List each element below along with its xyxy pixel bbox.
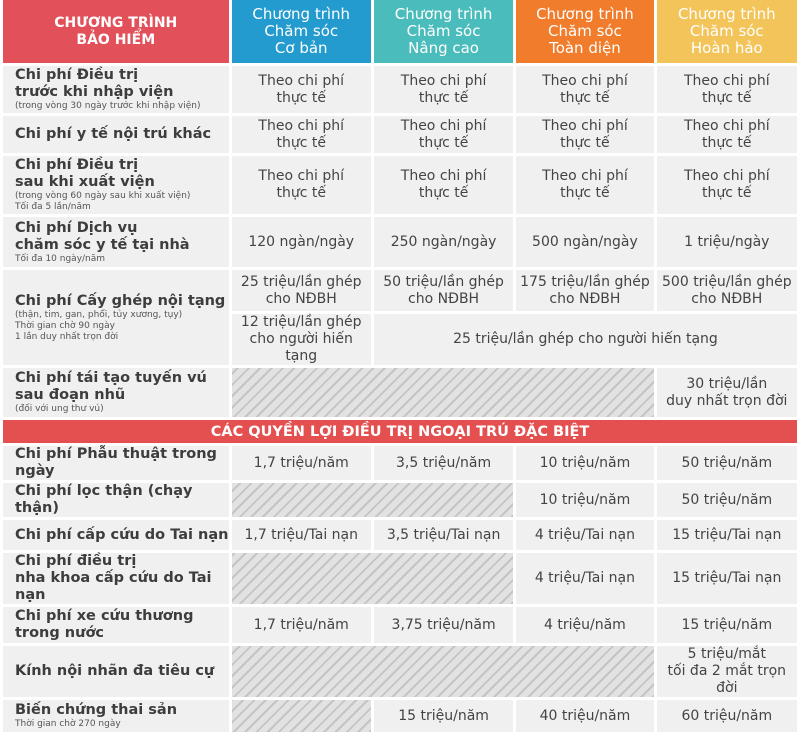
benefit-label: sau đoạn nhũ: [15, 387, 126, 403]
benefit-label-cell: [3, 553, 229, 604]
plan-header-line: Nâng cao: [408, 39, 479, 57]
value-line: cho NĐBH: [549, 290, 621, 307]
benefit-label: Chi phí cấp cứu do Tai nạn: [15, 526, 229, 543]
benefit-row: [3, 520, 797, 550]
value-line: 30 triệu/lần: [686, 375, 768, 392]
value-line: Theo chi phí: [400, 168, 487, 184]
value-line: Theo chi phí: [400, 72, 487, 89]
value-line: Theo chi phí: [542, 117, 628, 134]
value-cell: 15 triệu/Tai nạn: [657, 553, 797, 604]
value-cell: 1 triệu/ngày: [657, 217, 797, 267]
value-cell: [374, 156, 513, 214]
benefit-label-cell: [3, 368, 229, 417]
value-line: 500 triệu/lần ghép: [662, 273, 792, 290]
value-line: thực tế: [702, 185, 752, 201]
value-line: 12 triệu/lần ghép: [240, 314, 362, 330]
value-line: thực tế: [560, 185, 610, 201]
value-line: thực tế: [702, 134, 752, 151]
value-cell: 4 triệu/Tai nạn: [516, 553, 653, 604]
benefit-row: [3, 700, 797, 732]
benefit-note: 1 lần duy nhất trọn đời: [15, 331, 119, 342]
plan-header-advanced: [374, 0, 513, 63]
value-cell: [374, 66, 513, 113]
value-line: Theo chi phí: [258, 168, 345, 184]
value-cell: [516, 116, 653, 153]
value-cell: [516, 156, 653, 214]
value-cell: 40 triệu/năm: [516, 700, 653, 732]
value-cell: [374, 270, 513, 311]
plan-header-line: Chăm sóc: [689, 22, 764, 40]
value-line: 175 triệu/lần ghép: [520, 273, 650, 290]
benefit-label-cell: [3, 483, 229, 517]
plan-header-perfect: [657, 0, 797, 63]
value-line: 25 triệu/lần ghép: [240, 273, 362, 290]
benefit-row: [3, 446, 797, 480]
section-row: [3, 420, 797, 443]
benefit-note: (trong vòng 60 ngày sau khi xuất viện): [15, 191, 191, 201]
benefit-note: Tối đa 10 ngày/năm: [15, 253, 106, 264]
benefit-label: Chi phí Phẫu thuật trong ngày: [15, 446, 217, 479]
not-covered-cell: [232, 368, 654, 417]
benefit-row: [3, 270, 797, 311]
plan-header-line: Chương trình: [677, 5, 776, 23]
value-line: 50 triệu/lần ghép: [383, 273, 504, 290]
value-line: duy nhất trọn đời: [666, 392, 788, 409]
value-cell: 1,7 triệu/năm: [232, 446, 371, 480]
value-cell: [516, 66, 653, 113]
plan-header-line: Chăm sóc: [264, 22, 339, 40]
benefit-note: Tối đa 5 lần/năm: [15, 202, 91, 212]
value-line: cho NĐBH: [265, 290, 337, 307]
benefit-row: [3, 66, 797, 113]
value-cell: 10 triệu/năm: [516, 446, 653, 480]
benefit-label-cell: [3, 520, 229, 550]
value-line: Theo chi phí: [683, 168, 770, 184]
benefit-label: trong nước: [15, 625, 104, 641]
benefit-label: Chi phí điều trị: [15, 553, 137, 569]
benefit-label: Chi phí lọc thận (chạy thận): [15, 483, 193, 516]
benefit-label: Chi phí Điều trị: [15, 67, 139, 83]
value-cell: [657, 116, 797, 153]
value-cell: [232, 314, 371, 365]
not-covered-cell: [232, 646, 654, 697]
value-cell: 60 triệu/năm: [657, 700, 797, 732]
benefit-label: Chi phí Dịch vụ: [15, 219, 138, 236]
benefit-label: Chi phí xe cứu thương: [15, 608, 194, 624]
plan-header-comprehensive: [516, 0, 653, 63]
value-cell: [657, 646, 797, 697]
value-line: thực tế: [418, 185, 469, 201]
benefit-label: nha khoa cấp cứu do Tai nạn: [15, 570, 212, 603]
value-line: thực tế: [276, 185, 326, 201]
benefit-label: Chi phí Điều trị: [15, 157, 139, 173]
value-line: tối đa 2 mắt trọn đời: [667, 663, 787, 696]
value-line: Theo chi phí: [258, 117, 345, 134]
benefit-label-cell: [3, 270, 229, 365]
value-line: thực tế: [702, 89, 752, 106]
plan-header-line: Toàn diện: [549, 39, 621, 57]
benefit-row: [3, 553, 797, 604]
not-covered-cell: [232, 483, 514, 517]
value-line: cho người hiến tạng: [249, 331, 353, 364]
benefit-row: [3, 217, 797, 267]
benefit-label-cell: [3, 607, 229, 643]
benefit-label: Chi phí tái tạo tuyến vú: [15, 370, 207, 386]
value-cell: 10 triệu/năm: [516, 483, 653, 517]
value-cell: 50 triệu/năm: [657, 446, 797, 480]
value-cell: [657, 66, 797, 113]
value-cell: [516, 270, 653, 311]
header-corner: [3, 0, 229, 63]
value-line: Theo chi phí: [683, 117, 770, 134]
value-cell: [232, 116, 371, 153]
benefit-label-cell: [3, 700, 229, 732]
benefit-row: [3, 646, 797, 697]
value-line: Theo chi phí: [258, 72, 345, 89]
benefit-label-cell: [3, 446, 229, 480]
plan-header-line: Chăm sóc: [406, 22, 481, 40]
value-cell: 3,5 triệu/năm: [374, 446, 513, 480]
benefit-row: [3, 116, 797, 153]
benefit-row: [3, 483, 797, 517]
value-cell: 3,5 triệu/Tai nạn: [374, 520, 513, 550]
value-cell: [232, 66, 371, 113]
not-covered-cell: [232, 553, 514, 604]
value-line: thực tế: [276, 89, 326, 106]
value-line: thực tế: [418, 134, 469, 151]
value-cell: [657, 270, 797, 311]
benefit-row: [3, 607, 797, 643]
benefit-label-cell: [3, 646, 229, 697]
value-cell: [232, 270, 371, 311]
benefit-label: Chi phí y tế nội trú khác: [15, 126, 212, 142]
benefit-note: Thời gian chờ 270 ngày: [15, 719, 121, 729]
plan-header-line: Chương trình: [536, 5, 634, 23]
value-cell: 50 triệu/năm: [657, 483, 797, 517]
plan-header-line: Cơ bản: [274, 39, 328, 57]
benefit-label: sau khi xuất viện: [15, 174, 155, 190]
value-line: Theo chi phí: [542, 168, 628, 184]
value-line: thực tế: [418, 89, 469, 106]
benefit-label: Kính nội nhãn đa tiêu cự: [15, 663, 215, 679]
section-title: CÁC QUYỀN LỢI ĐIỀU TRỊ NGOẠI TRÚ ĐẶC BIỆT: [3, 420, 797, 443]
benefit-note: (đối với ung thư vú): [15, 404, 104, 414]
benefit-row: [3, 368, 797, 417]
benefit-label: Biến chứng thai sản: [15, 702, 178, 718]
benefit-label-cell: [3, 156, 229, 214]
value-cell: [657, 156, 797, 214]
plan-header-basic: [232, 0, 371, 63]
plan-header-line: Chăm sóc: [548, 22, 622, 40]
value-line: thực tế: [276, 134, 326, 151]
value-cell: [232, 156, 371, 214]
value-cell: 1,7 triệu/Tai nạn: [232, 520, 371, 550]
header-row: [3, 0, 797, 63]
value-cell: 3,75 triệu/năm: [374, 607, 513, 643]
value-cell: 250 ngàn/ngày: [374, 217, 513, 267]
value-cell: 4 triệu/năm: [516, 607, 653, 643]
plan-header-line: Hoàn hảo: [690, 39, 763, 57]
value-line: Theo chi phí: [400, 117, 487, 134]
value-line: cho NĐBH: [408, 290, 480, 307]
value-cell: 15 triệu/Tai nạn: [657, 520, 797, 550]
value-cell: 25 triệu/lần ghép cho người hiến tạng: [374, 314, 797, 365]
header-corner-line: BẢO HIỂM: [76, 31, 156, 48]
benefit-label-cell: [3, 66, 229, 113]
value-line: Theo chi phí: [542, 72, 628, 89]
benefit-label-cell: [3, 116, 229, 153]
value-cell: 4 triệu/Tai nạn: [516, 520, 653, 550]
plan-header-line: Chương trình: [394, 5, 493, 23]
value-cell: 15 triệu/năm: [374, 700, 513, 732]
benefit-note: (thận, tim, gan, phổi, tủy xương, tụy): [15, 309, 183, 320]
benefit-note: Thời gian chờ 90 ngày: [15, 320, 115, 331]
benefit-label: chăm sóc y tế tại nhà: [15, 236, 190, 253]
benefit-label: trước khi nhập viện: [15, 84, 174, 100]
benefit-label: Chi phí Cấy ghép nội tạng: [15, 292, 226, 309]
header-corner-line: CHƯƠNG TRÌNH: [54, 14, 178, 31]
value-cell: 500 ngàn/ngày: [516, 217, 653, 267]
value-cell: 15 triệu/năm: [657, 607, 797, 643]
value-line: cho NĐBH: [691, 290, 763, 307]
value-cell: 1,7 triệu/năm: [232, 607, 371, 643]
benefit-label-cell: [3, 217, 229, 267]
value-cell: 120 ngàn/ngày: [232, 217, 371, 267]
value-cell: [374, 116, 513, 153]
value-line: 5 triệu/mắt: [687, 646, 766, 662]
benefit-row: [3, 156, 797, 214]
value-line: thực tế: [560, 134, 610, 151]
not-covered-cell: [232, 700, 371, 732]
value-line: thực tế: [560, 89, 610, 106]
value-line: Theo chi phí: [683, 72, 770, 89]
benefit-note: (trong vòng 30 ngày trước khi nhập viện): [15, 101, 201, 111]
value-cell: [657, 368, 797, 417]
plan-header-line: Chương trình: [252, 5, 351, 23]
